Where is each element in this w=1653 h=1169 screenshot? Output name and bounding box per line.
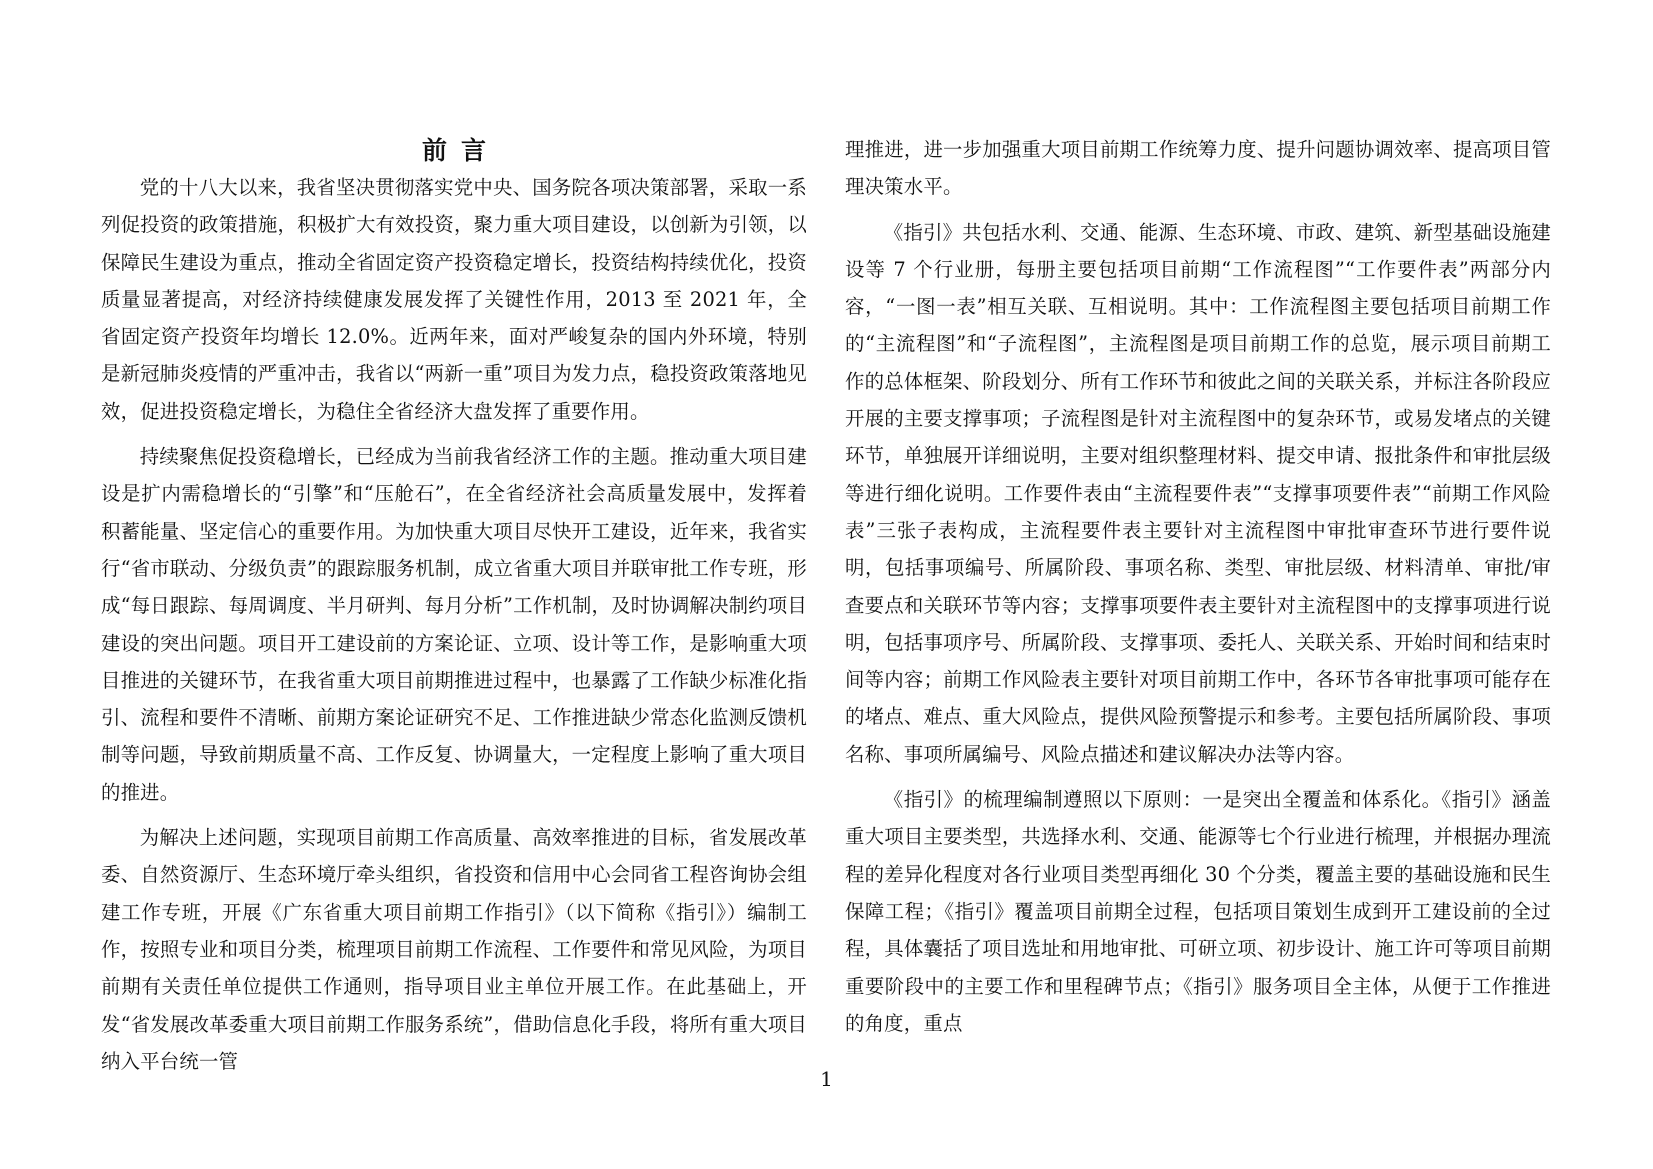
page-number: 1: [820, 1067, 833, 1091]
paragraph: 《指引》的梳理编制遵照以下原则：一是突出全覆盖和体系化。《指引》涵盖重大项目主要类型，共选择水利、交通、能源等七个行业进行梳理，并根据办理流程的差异化程度对各行业项目类型再细化 30 个分类，覆盖主要的基础设施和民生保障工程；《指引》覆盖项目前期全过程，包括项目策划生成到开工建设前的全过程，具体囊括了项目选址和用地审批、可研立项、初步设计、施工许可等项目前期重要阶段中的主要工作和里程碑节点；《指引》服务项目全主体，从便于工作推进的角度，重点: [845, 788, 1551, 1035]
paragraph: 《指引》共包括水利、交通、能源、生态环境、市政、建筑、新型基础设施建设等 7 个行业册，每册主要包括项目前期“工作流程图”“工作要件表”两部分内容，“一图一表”相互关联、互相说明。其中：工作流程图主要包括项目前期工作的“主流程图”和“子流程图”，主流程图是项目前期工作的总览，展示项目前期工作的总体框架、阶段划分、所有工作环节和彼此之间的关联关系，并标注各阶段应开展的主要支撑事项；子流程图是针对主流程图中的复杂环节，或易发堵点的关键环节，单独展开详细说明，主要对组织整理材料、提交申请、报批条件和审批层级等进行细化说明。工作要件表由“主流程要件表”“支撑事项要件表”“前期工作风险表”三张子表构成，主流程要件表主要针对主流程图中审批审查环节进行要件说明，包括事项编号、所属阶段、事项名称、类型、审批层级、材料清单、审批/审查要点和关联环节等内容；支撑事项要件表主要针对主流程图中的支撑事项进行说明，包括事项序号、所属阶段、支撑事项、委托人、关联关系、开始时间和结束时间等内容；前期工作风险表主要针对项目前期工作中，各环节各审批事项可能存在的堵点、难点、重大风险点，提供风险预警提示和参考。主要包括所属阶段、事项名称、事项所属编号、风险点描述和建议解决办法等内容。: [845, 220, 1551, 766]
left-column: [101, 132, 807, 1080]
paragraph-continued: 理推进，进一步加强重大项目前期工作统筹力度、提升问题协调效率、提高项目管理决策水平。: [845, 138, 1551, 199]
paragraph: 为解决上述问题，实现项目前期工作高质量、高效率推进的目标，省发展改革委、自然资源厅、生态环境厅牵头组织，省投资和信用中心会同省工程咨询协会组建工作专班，开展《广东省重大项目前期工作指引》（以下简称《指引》）编制工作，按照专业和项目分类，梳理项目前期工作流程、工作要件和常见风险，为项目前期有关责任单位提供工作通则，指导项目业主单位开展工作。在此基础上，开发“省发展改革委重大项目前期工作服务系统”，借助信息化手段，将所有重大项目纳入平台统一管: [101, 826, 807, 1073]
paragraph: 党的十八大以来，我省坚决贯彻落实党中央、国务院各项决策部署，采取一系列促投资的政策措施，积极扩大有效投资，聚力重大项目建设，以创新为引领，以保障民生建设为重点，推动全省固定资产投资稳定增长，投资结构持续优化，投资质量显著提高，对经济持续健康发展发挥了关键性作用，2013 至 2021 年，全省固定资产投资年均增长 12.0%。近两年来，面对严峻复杂的国内外环境，特别是新冠肺炎疫情的严重冲击，我省以“两新一重”项目为发力点，稳投资政策落地见效，促进投资稳定增长，为稳住全省经济大盘发挥了重要作用。: [101, 176, 807, 423]
paragraph: 持续聚焦促投资稳增长，已经成为当前我省经济工作的主题。推动重大项目建设是扩内需稳增长的“引擎”和“压舱石”，在全省经济社会高质量发展中，发挥着积蓄能量、坚定信心的重要作用。为加快重大项目尽快开工建设，近年来，我省实行“省市联动、分级负责”的跟踪服务机制，成立省重大项目并联审批工作专班，形成“每日跟踪、每周调度、半月研判、每月分析”工作机制，及时协调解决制约项目建设的突出问题。项目开工建设前的方案论证、立项、设计等工作，是影响重大项目推进的关键环节，在我省重大项目前期推进过程中，也暴露了工作缺少标准化指引、流程和要件不清晰、前期方案论证研究不足、工作推进缺少常态化监测反馈机制等问题，导致前期质量不高、工作反复、协调量大，一定程度上影响了重大项目的推进。: [101, 445, 807, 804]
page-title: 前言: [421, 136, 500, 165]
right-column: [845, 131, 1551, 1042]
